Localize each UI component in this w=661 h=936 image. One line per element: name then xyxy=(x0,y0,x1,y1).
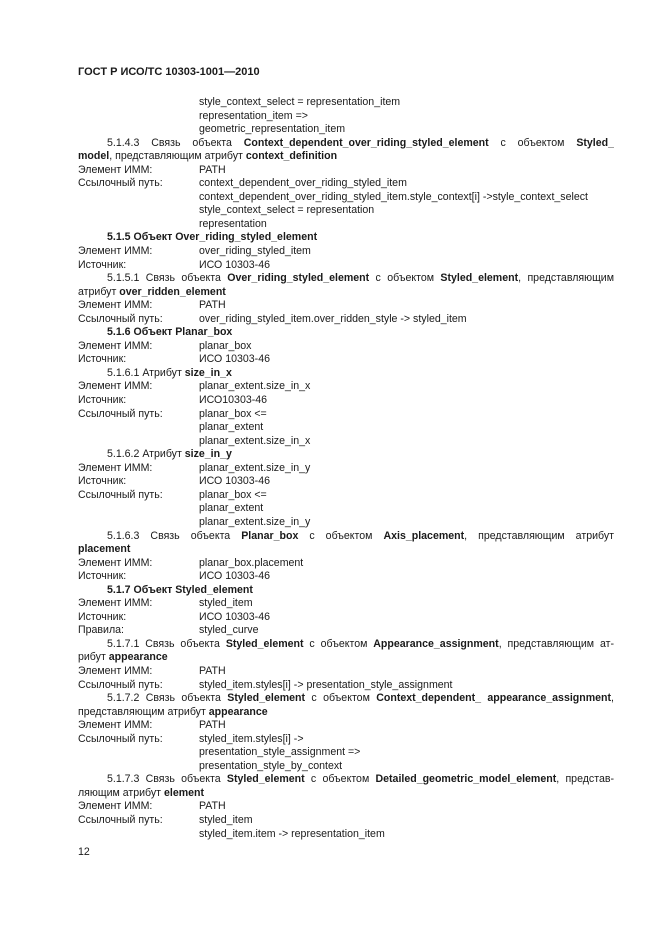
field-value: planar_box <= xyxy=(199,488,267,501)
field-row xyxy=(78,665,614,679)
paragraph-line xyxy=(78,773,614,787)
field-value: ИСО 10303-46 xyxy=(199,610,270,623)
field-row xyxy=(78,462,614,476)
field-row xyxy=(78,624,614,638)
field-row xyxy=(78,380,614,394)
field-row xyxy=(78,245,614,259)
field-value-continuation: context_dependent_over_riding_styled_item.style_context[i] ->style_context_select xyxy=(199,190,588,203)
text-segment: , xyxy=(611,692,614,705)
text-segment: , представляющим xyxy=(518,272,614,285)
field-label: Элемент ИММ: xyxy=(78,719,153,732)
field-label: Источник: xyxy=(78,610,127,623)
bold-term: Planar_box xyxy=(241,529,299,542)
field-value: styled_curve xyxy=(199,624,259,637)
field-label: Источник: xyxy=(78,394,127,407)
text-segment: атрибут xyxy=(78,285,120,298)
field-value-continuation: representation_item => xyxy=(199,109,308,122)
field-label: Источник: xyxy=(78,258,127,271)
paragraph-line xyxy=(78,651,614,665)
field-label: Элемент ИММ: xyxy=(78,245,153,258)
field-row xyxy=(78,408,614,422)
paragraph-line xyxy=(78,638,614,652)
field-label: Элемент ИММ: xyxy=(78,299,153,312)
field-value: PATH xyxy=(199,719,226,732)
field-row xyxy=(78,299,614,313)
field-label: Ссылочный путь: xyxy=(78,407,163,420)
text-segment: ляющим атрибут xyxy=(78,786,164,799)
bold-term: model xyxy=(78,150,110,163)
text-segment: 5.1.4.3 Связь объекта xyxy=(107,136,244,149)
field-label: Ссылочный путь: xyxy=(78,813,163,826)
field-value: context_dependent_over_riding_styled_item xyxy=(199,177,407,190)
bold-term: placement xyxy=(78,543,131,556)
field-label: Элемент ИММ: xyxy=(78,461,153,474)
field-row xyxy=(78,733,614,747)
document-header: ГОСТ Р ИСО/ТС 10303-1001—2010 xyxy=(78,66,260,78)
field-value-continuation: style_context_select = representation xyxy=(199,204,375,217)
field-row xyxy=(78,164,614,178)
text-segment: с объектом xyxy=(298,529,384,542)
bold-term: 5.1.5 Объект Over_riding_styled_element xyxy=(107,231,318,244)
field-label: Элемент ИММ: xyxy=(78,339,153,352)
bold-term: 5.1.6 Объект Planar_box xyxy=(107,326,233,339)
paragraph-line xyxy=(78,530,614,544)
section-heading xyxy=(78,584,614,598)
field-label: Правила: xyxy=(78,624,124,637)
bold-term: size_in_y xyxy=(184,448,232,461)
text-segment: с объектом xyxy=(303,637,374,650)
field-value-continuation: planar_extent xyxy=(199,502,264,515)
field-row xyxy=(78,570,614,584)
text-segment: с объектом xyxy=(304,773,376,786)
field-row xyxy=(78,177,614,191)
field-value: planar_box <= xyxy=(199,407,267,420)
field-row xyxy=(78,679,614,693)
document-body xyxy=(78,96,614,841)
section-heading xyxy=(78,326,614,340)
field-label: Источник: xyxy=(78,353,127,366)
field-value: PATH xyxy=(199,664,226,677)
field-value-continuation: planar_extent.size_in_x xyxy=(199,434,311,447)
field-label: Источник: xyxy=(78,475,127,488)
field-label: Ссылочный путь: xyxy=(78,488,163,501)
field-value: over_riding_styled_item.over_ridden_style -> styled_item xyxy=(199,312,467,325)
bold-term: size_in_x xyxy=(184,366,232,379)
field-label: Элемент ИММ: xyxy=(78,163,153,176)
field-label: Ссылочный путь: xyxy=(78,678,163,691)
field-row xyxy=(78,557,614,571)
field-value: styled_item.styles[i] -> xyxy=(199,732,304,745)
field-row xyxy=(78,340,614,354)
field-value-continuation: style_context_select = representation_item xyxy=(199,96,401,108)
paragraph-line xyxy=(78,543,614,557)
field-row xyxy=(78,475,614,489)
text-segment: 5.1.6.1 Атрибут xyxy=(107,366,185,379)
bold-term: Styled_element xyxy=(225,637,304,650)
bold-term: Appearance_assignment xyxy=(373,637,499,650)
field-row xyxy=(78,814,614,828)
field-value-continuation: planar_extent xyxy=(199,421,264,434)
text-segment: 5.1.7.2 Связь объекта xyxy=(107,692,228,705)
field-row xyxy=(78,597,614,611)
field-row xyxy=(78,394,614,408)
field-value-continuation: geometric_representation_item xyxy=(199,123,346,136)
bold-term: Styled_ xyxy=(576,136,614,149)
field-label: Элемент ИММ: xyxy=(78,597,153,610)
field-label: Ссылочный путь: xyxy=(78,312,163,325)
bold-term: element xyxy=(163,786,205,799)
field-value-continuation: styled_item.item -> representation_item xyxy=(199,827,385,840)
field-label: Ссылочный путь: xyxy=(78,732,163,745)
section-heading xyxy=(78,231,614,245)
bold-term: Detailed_geometric_model_element xyxy=(375,773,557,786)
field-label: Элемент ИММ: xyxy=(78,556,153,569)
paragraph-line xyxy=(78,272,614,286)
text-segment: 5.1.5.1 Связь объекта xyxy=(107,272,228,285)
paragraph-line xyxy=(78,787,614,801)
section-heading xyxy=(78,367,614,381)
field-value-continuation: presentation_style_assignment => xyxy=(199,746,361,759)
bold-term: context_definition xyxy=(245,150,338,163)
field-row xyxy=(78,719,614,733)
field-label: Элемент ИММ: xyxy=(78,664,153,677)
field-row xyxy=(78,611,614,625)
field-value-continuation: presentation_style_by_context xyxy=(199,759,343,772)
text-segment: , представляющим атрибут xyxy=(464,529,614,542)
bold-term: 5.1.7 Объект Styled_element xyxy=(107,583,253,596)
field-row xyxy=(78,313,614,327)
field-value: styled_item xyxy=(199,597,253,610)
text-segment: , представ- xyxy=(556,773,614,786)
text-segment: с объектом xyxy=(305,692,377,705)
text-segment: рибут xyxy=(78,651,109,664)
text-segment: 5.1.7.3 Связь объекта xyxy=(107,773,227,786)
field-value: ИСО10303-46 xyxy=(199,394,268,407)
text-segment: с объектом xyxy=(488,136,577,149)
field-value-continuation: representation xyxy=(199,217,267,230)
field-value: PATH xyxy=(199,800,226,813)
bold-term: Context_dependent_over_riding_styled_element xyxy=(243,136,489,149)
paragraph-line xyxy=(78,286,614,300)
paragraph-line xyxy=(78,706,614,720)
field-label: Элемент ИММ: xyxy=(78,800,153,813)
text-segment: , представляющим атрибут xyxy=(109,150,246,163)
text-segment: 5.1.7.1 Связь объекта xyxy=(107,637,226,650)
section-heading xyxy=(78,448,614,462)
field-value: ИСО 10303-46 xyxy=(199,258,270,271)
field-value: styled_item.styles[i] -> presentation_style_assignment xyxy=(199,678,453,691)
text-segment: 5.1.6.2 Атрибут xyxy=(107,448,185,461)
field-row xyxy=(78,353,614,367)
page-number: 12 xyxy=(78,846,90,858)
text-segment: представляющим атрибут xyxy=(78,705,209,718)
field-value: ИСО 10303-46 xyxy=(199,353,270,366)
field-value: planar_extent.size_in_x xyxy=(199,380,311,393)
field-value: PATH xyxy=(199,299,226,312)
bold-term: appearance xyxy=(208,705,268,718)
field-value-continuation: planar_extent.size_in_y xyxy=(199,515,311,528)
field-value: ИСО 10303-46 xyxy=(199,570,270,583)
text-segment: с объектом xyxy=(369,272,441,285)
field-value: planar_extent.size_in_y xyxy=(199,461,311,474)
bold-term: Axis_placement xyxy=(383,529,465,542)
field-label: Ссылочный путь: xyxy=(78,177,163,190)
field-row xyxy=(78,489,614,503)
paragraph-line xyxy=(78,692,614,706)
field-value: PATH xyxy=(199,163,226,176)
field-row xyxy=(78,259,614,273)
field-label: Источник: xyxy=(78,570,127,583)
paragraph-line xyxy=(78,137,614,151)
bold-term: Over_riding_styled_element xyxy=(227,272,370,285)
field-value: planar_box xyxy=(199,339,252,352)
field-row xyxy=(78,800,614,814)
field-value: ИСО 10303-46 xyxy=(199,475,270,488)
field-label: Элемент ИММ: xyxy=(78,380,153,393)
bold-term: appearance xyxy=(108,651,168,664)
bold-term: Styled_element xyxy=(440,272,519,285)
field-value: styled_item xyxy=(199,813,253,826)
field-value: over_riding_styled_item xyxy=(199,245,311,258)
bold-term: Context_dependent_ appearance_assignment xyxy=(376,692,612,705)
text-segment: 5.1.6.3 Связь объекта xyxy=(107,529,242,542)
bold-term: over_ridden_element xyxy=(119,285,226,298)
bold-term: Styled_element xyxy=(226,773,305,786)
bold-term: Styled_element xyxy=(227,692,306,705)
paragraph-line xyxy=(78,150,614,164)
text-segment: , представляющим ат- xyxy=(498,637,614,650)
field-value: planar_box.placement xyxy=(199,556,304,569)
